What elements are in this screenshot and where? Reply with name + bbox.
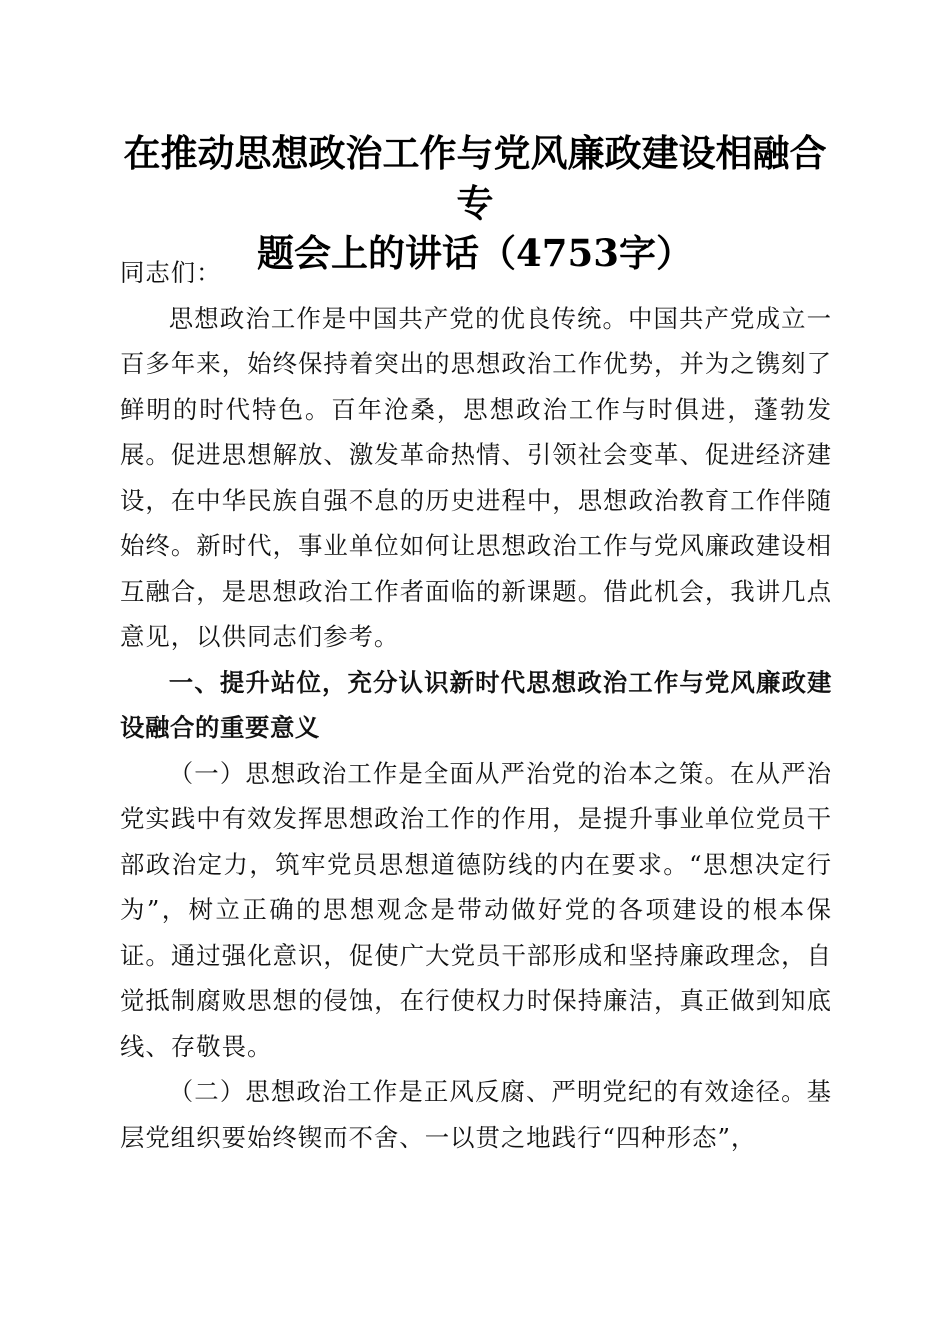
salutation: 同志们：	[120, 258, 222, 287]
title-line-2: 题会上的讲话（4753字）	[257, 231, 693, 275]
title-line-1: 在推动思想政治工作与党风廉政建设相融合专	[123, 131, 827, 225]
paragraph-subsection-1: （一）思想政治工作是全面从严治党的治本之策。在从严治党实践中有效发挥思想政治工作的作用，是提升事业单位党员干部政治定力，筑牢党员思想道德防线的内在要求。“思想决定行为”，树立正确的思想观念是带动做好党的各项建设的根本保证。通过强化意识，促使广大党员干部形成和坚持廉政理念，自觉抵制腐败思想的侵蚀，在行使权力时保持廉洁，真正做到知底线、存敬畏。	[120, 758, 832, 1061]
document-body	[120, 250, 832, 1160]
paragraph-intro: 思想政治工作是中国共产党的优良传统。中国共产党成立一百多年来，始终保持着突出的思想政治工作优势，并为之镌刻了鲜明的时代特色。百年沧桑，思想政治工作与时俱进，蓬勃发展。促进思想解放、激发革命热情、引领社会变革、促进经济建设，在中华民族自强不息的历史进程中，思想政治教育工作伴随始终。新时代，事业单位如何让思想政治工作与党风廉政建设相互融合，是思想政治工作者面临的新课题。借此机会，我讲几点意见，以供同志们参考。	[120, 303, 832, 651]
section-heading-1: 一、提升站位，充分认识新时代思想政治工作与党风廉政建设融合的重要意义	[120, 667, 832, 742]
paragraph-subsection-2: （二）思想政治工作是正风反腐、严明党纪的有效途径。基层党组织要始终锲而不舍、一以贯之地践行“四种形态”，	[120, 1077, 832, 1152]
